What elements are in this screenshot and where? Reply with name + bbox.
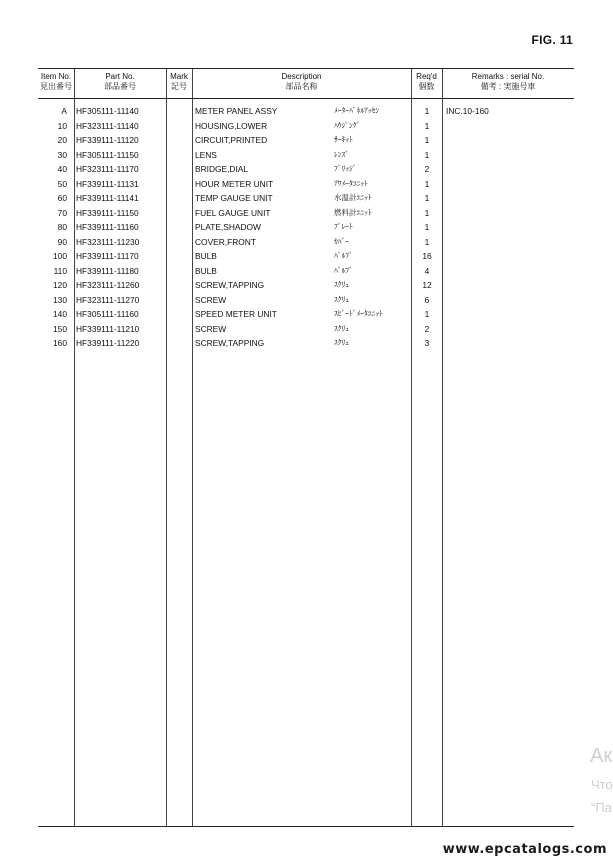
table-row: [38, 162, 574, 176]
table-row: [38, 307, 574, 321]
header-item-en: Item No.: [40, 72, 72, 81]
table-row: [38, 264, 574, 278]
qty-cell: 2: [424, 164, 430, 174]
header-remarks-en: Remarks : serial No.: [471, 72, 545, 81]
header-remarks-jp: 備考 : 実施号車: [480, 82, 536, 91]
item-no-cell: 50: [57, 178, 67, 189]
header-part-jp: 部品番号: [104, 82, 136, 91]
qty-cell: 1: [424, 309, 430, 319]
description-jp-cell: ﾊﾞﾙﾌﾞ: [334, 251, 353, 260]
qty-cell: 4: [424, 265, 430, 276]
header-mark: [166, 72, 192, 92]
part-no-cell: HF323111-11260: [76, 280, 140, 290]
item-no-cell: 100: [53, 251, 67, 261]
qty-cell: 3: [424, 338, 430, 348]
part-no-cell: HF323111-11140: [76, 120, 139, 131]
description-cell: LENS: [195, 149, 217, 160]
description-cell: HOUR METER UNIT: [195, 178, 274, 189]
qty-cell: 2: [424, 323, 430, 334]
qty-cell: 1: [424, 135, 430, 145]
table-row: [38, 322, 574, 336]
qty-cell: 1: [424, 178, 430, 189]
qty-cell: 1: [424, 120, 430, 131]
header-item-no: [38, 72, 74, 92]
part-no-cell: HF323111-11170: [76, 164, 139, 174]
table-row: [38, 104, 574, 118]
part-no-cell: HF305111-11160: [76, 309, 139, 319]
description-jp-cell: ｶﾊﾞｰ: [334, 236, 349, 246]
table-row: [38, 235, 574, 249]
table-row: [38, 249, 574, 263]
item-no-cell: 60: [57, 193, 67, 203]
part-no-cell: HF339111-11120: [76, 135, 139, 145]
description-cell: SCREW,TAPPING: [195, 280, 265, 290]
qty-cell: 1: [424, 193, 430, 203]
description-jp-cell: ｻｰｷｯﾄ: [334, 135, 353, 144]
header-qty-en: Req'd: [416, 72, 437, 81]
table-row: [38, 206, 574, 220]
description-jp-cell: ｽｸﾘｭ: [334, 323, 349, 333]
qty-cell: 1: [424, 236, 430, 247]
description-cell: SPEED METER UNIT: [195, 309, 277, 319]
description-cell: BULB: [195, 265, 217, 276]
table-row: [38, 119, 574, 133]
item-no-cell: 30: [57, 149, 67, 160]
header-item-jp: 見出番号: [40, 82, 72, 91]
table-row: [38, 293, 574, 307]
site-footer-link[interactable]: www.epcatalogs.com: [442, 842, 607, 857]
description-jp-cell: ﾌﾞﾘｯｼﾞ: [334, 164, 357, 173]
description-jp-cell: ﾒｰﾀｰﾊﾟﾈﾙｱｯｾﾝ: [334, 106, 379, 115]
table-row: [38, 191, 574, 205]
part-no-cell: HF339111-11131: [76, 178, 139, 189]
table-row: [38, 133, 574, 147]
description-cell: FUEL GAUGE UNIT: [195, 207, 271, 218]
qty-cell: 16: [422, 251, 432, 261]
table-row: [38, 177, 574, 191]
description-jp-cell: ﾚﾝｽﾞ: [334, 149, 349, 159]
qty-cell: 1: [424, 207, 430, 218]
watermark-line: Что: [591, 777, 613, 792]
qty-cell: 1: [424, 222, 430, 232]
table-row: [38, 278, 574, 292]
item-no-cell: 20: [57, 135, 67, 145]
description-jp-cell: ﾊﾞﾙﾌﾞ: [334, 265, 353, 275]
description-cell: SCREW,TAPPING: [195, 338, 265, 348]
header-description-jp: 部品名称: [285, 82, 318, 91]
part-no-cell: HF323111-11230: [76, 236, 140, 247]
description-cell: PLATE,SHADOW: [195, 222, 261, 232]
item-no-cell: 70: [57, 207, 67, 218]
header-description: [192, 72, 411, 92]
watermark-line: Ак: [590, 745, 613, 767]
part-no-cell: HF305111-11150: [76, 149, 139, 160]
header-mark-en: Mark: [170, 72, 188, 81]
part-no-cell: HF339111-11170: [76, 251, 139, 261]
header-qty-jp: 個数: [418, 82, 435, 91]
description-jp-cell: 燃料計ﾕﾆｯﾄ: [334, 207, 372, 217]
table-row: [38, 220, 574, 234]
item-no-cell: 10: [57, 120, 67, 131]
description-jp-cell: ﾌﾟﾚｰﾄ: [334, 222, 353, 231]
qty-cell: 1: [424, 106, 430, 116]
figure-label: FIG. 11: [531, 33, 573, 47]
part-no-cell: HF323111-11270: [76, 294, 140, 305]
description-cell: HOUSING,LOWER: [195, 120, 268, 131]
parts-table: [38, 68, 574, 827]
watermark-line: “Па: [591, 800, 612, 815]
description-cell: BRIDGE,DIAL: [195, 164, 249, 174]
qty-cell: 6: [424, 294, 430, 305]
item-no-cell: A: [61, 106, 67, 116]
item-no-cell: 140: [53, 309, 67, 319]
description-jp-cell: ｽﾋﾟｰﾄﾞﾒｰﾀﾕﾆｯﾄ: [334, 309, 383, 318]
description-cell: TEMP GAUGE UNIT: [195, 193, 273, 203]
part-no-cell: HF305111-11140: [76, 106, 139, 116]
header-mark-jp: 記号: [171, 82, 187, 91]
description-jp-cell: ｽｸﾘｭ: [334, 294, 349, 304]
item-no-cell: 90: [57, 236, 67, 247]
description-cell: BULB: [195, 251, 217, 261]
description-jp-cell: ｽｸﾘｭ: [334, 338, 349, 347]
header-part-en: Part No.: [105, 72, 135, 81]
description-cell: SCREW: [195, 323, 227, 334]
part-no-cell: HF339111-11141: [76, 193, 139, 203]
qty-cell: 1: [424, 149, 430, 160]
description-jp-cell: ｽｸﾘｭ: [334, 280, 349, 289]
remarks-cell: INC.10-160: [446, 106, 489, 116]
table-row: [38, 148, 574, 162]
description-cell: METER PANEL ASSY: [195, 106, 278, 116]
part-no-cell: HF339111-11180: [76, 265, 139, 276]
part-no-cell: HF339111-11220: [76, 338, 140, 348]
item-no-cell: 160: [53, 338, 67, 348]
qty-cell: 12: [422, 280, 432, 290]
item-no-cell: 40: [57, 164, 67, 174]
part-no-cell: HF339111-11150: [76, 207, 139, 218]
part-no-cell: HF339111-11160: [76, 222, 139, 232]
description-cell: CIRCUIT,PRINTED: [195, 135, 268, 145]
description-cell: COVER,FRONT: [195, 236, 256, 247]
header-qty: [411, 72, 442, 92]
item-no-cell: 130: [53, 294, 67, 305]
description-cell: SCREW: [195, 294, 227, 305]
header-remarks: [442, 72, 574, 92]
header-description-en: Description: [281, 72, 322, 81]
item-no-cell: 110: [53, 265, 67, 276]
description-jp-cell: ﾊｳｼﾞﾝｸﾞ: [334, 120, 361, 130]
part-no-cell: HF339111-11210: [76, 323, 140, 334]
header-divider: [38, 98, 574, 99]
item-no-cell: 120: [53, 280, 67, 290]
description-jp-cell: 水温計ﾕﾆｯﾄ: [334, 193, 372, 202]
table-row: [38, 336, 574, 350]
item-no-cell: 150: [53, 323, 67, 334]
item-no-cell: 80: [57, 222, 67, 232]
header-part-no: [74, 72, 166, 92]
description-jp-cell: ｱﾜﾒｰﾀﾕﾆｯﾄ: [334, 178, 368, 188]
